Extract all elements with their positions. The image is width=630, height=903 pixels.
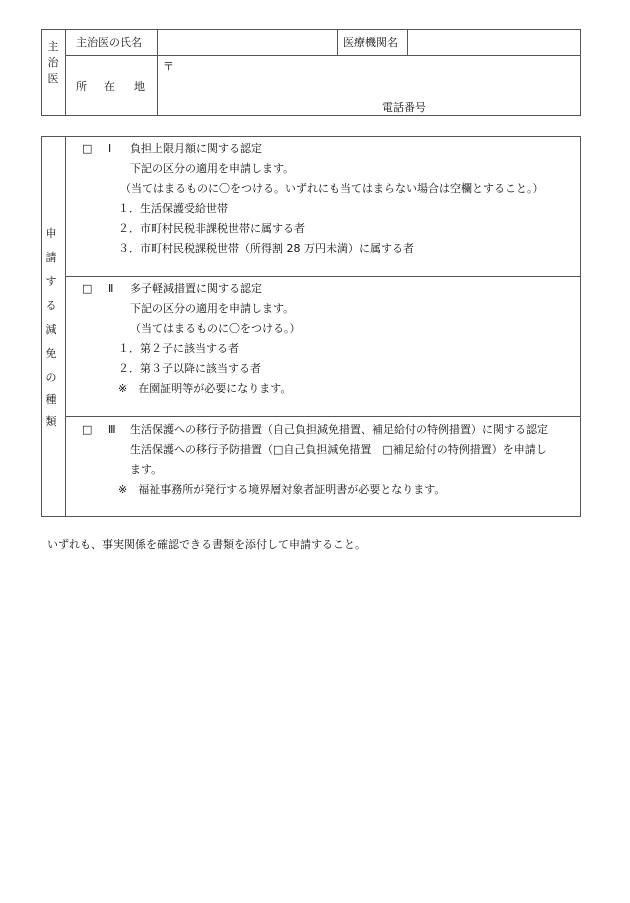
doctor-institution-left-divider bbox=[337, 29, 338, 55]
section-2-item[interactable]: ２．第３子以降に該当する者 bbox=[118, 362, 261, 375]
doctor-name-label: 主治医の氏名 bbox=[76, 36, 142, 49]
doctor-name-field[interactable] bbox=[160, 31, 334, 53]
section-1-numeral: Ⅰ bbox=[108, 142, 112, 155]
section-2-intro: 下記の区分の適用を申請します。 bbox=[130, 302, 295, 315]
section-3-line1: 生活保護への移行予防措置（□自己負担減免措置 □補足給付の特例措置）を申請し bbox=[130, 443, 547, 456]
reduction-side-divider bbox=[65, 136, 66, 517]
address-label-char: 在 bbox=[104, 80, 115, 93]
reduction-side-char: 減 bbox=[45, 323, 57, 336]
section-2-remark: ※ 在園証明等が必要になります。 bbox=[118, 382, 292, 395]
section-3-checkbox[interactable]: □ bbox=[82, 423, 93, 436]
reduction-side-char: す bbox=[45, 275, 57, 288]
reduction-side-char: の bbox=[45, 371, 57, 384]
section-divider-2 bbox=[65, 416, 580, 417]
section-1-item[interactable]: ２．市町村民税非課税世帯に属する者 bbox=[118, 222, 305, 235]
doctor-side-char: 医 bbox=[47, 72, 59, 85]
section-2-numeral: Ⅱ bbox=[108, 282, 114, 295]
section-3-title: 生活保護への移行予防措置（自己負担減免措置、補足給付の特例措置）に関する認定 bbox=[130, 423, 548, 436]
reduction-side-char: 種 bbox=[45, 393, 57, 406]
institution-name-field[interactable] bbox=[410, 31, 578, 53]
doctor-label-divider-1 bbox=[157, 29, 158, 116]
doctor-row-divider bbox=[65, 55, 580, 56]
section-1-item[interactable]: ３．市町村民税課税世帯（所得割 28 万円未満）に属する者 bbox=[118, 242, 414, 255]
section-divider-1 bbox=[65, 276, 580, 277]
section-2-note: （当てはまるものに〇をつける。） bbox=[130, 322, 301, 335]
section-1-checkbox[interactable]: □ bbox=[82, 142, 93, 155]
address-label-char: 所 bbox=[76, 80, 87, 93]
reduction-side-char: 請 bbox=[45, 251, 57, 264]
section-3-line2: ます。 bbox=[130, 463, 163, 476]
reduction-side-char: 免 bbox=[45, 347, 57, 360]
address-label-char: 地 bbox=[134, 80, 145, 93]
section-1-item[interactable]: １．生活保護受給世帯 bbox=[118, 202, 228, 215]
section-3-remark: ※ 福祉事務所が発行する境界層対象者証明書が必要となります。 bbox=[118, 483, 446, 496]
postal-mark: 〒 bbox=[163, 60, 174, 73]
institution-name-label: 医療機関名 bbox=[343, 36, 398, 49]
phone-label: 電話番号 bbox=[382, 101, 426, 114]
section-1-title: 負担上限月額に関する認定 bbox=[130, 142, 262, 155]
doctor-side-char: 主 bbox=[47, 40, 59, 53]
reduction-side-char: 申 bbox=[45, 227, 57, 240]
section-3-numeral: Ⅲ bbox=[108, 423, 116, 436]
reduction-side-char: 類 bbox=[45, 415, 57, 428]
section-2-checkbox[interactable]: □ bbox=[82, 282, 93, 295]
doctor-side-char: 治 bbox=[47, 56, 59, 69]
footer-note: いずれも、事実関係を確認できる書類を添付して申請すること。 bbox=[47, 538, 366, 551]
section-1-intro: 下記の区分の適用を申請します。 bbox=[130, 162, 295, 175]
section-2-title: 多子軽減措置に関する認定 bbox=[130, 282, 262, 295]
doctor-institution-right-divider bbox=[407, 29, 408, 55]
section-2-item[interactable]: １．第２子に該当する者 bbox=[118, 342, 239, 355]
section-1-note: （当てはまるものに〇をつける。いずれにも当てはまらない場合は空欄とすること。） bbox=[120, 182, 544, 195]
doctor-side-divider bbox=[65, 29, 66, 116]
reduction-side-char: る bbox=[45, 299, 57, 312]
